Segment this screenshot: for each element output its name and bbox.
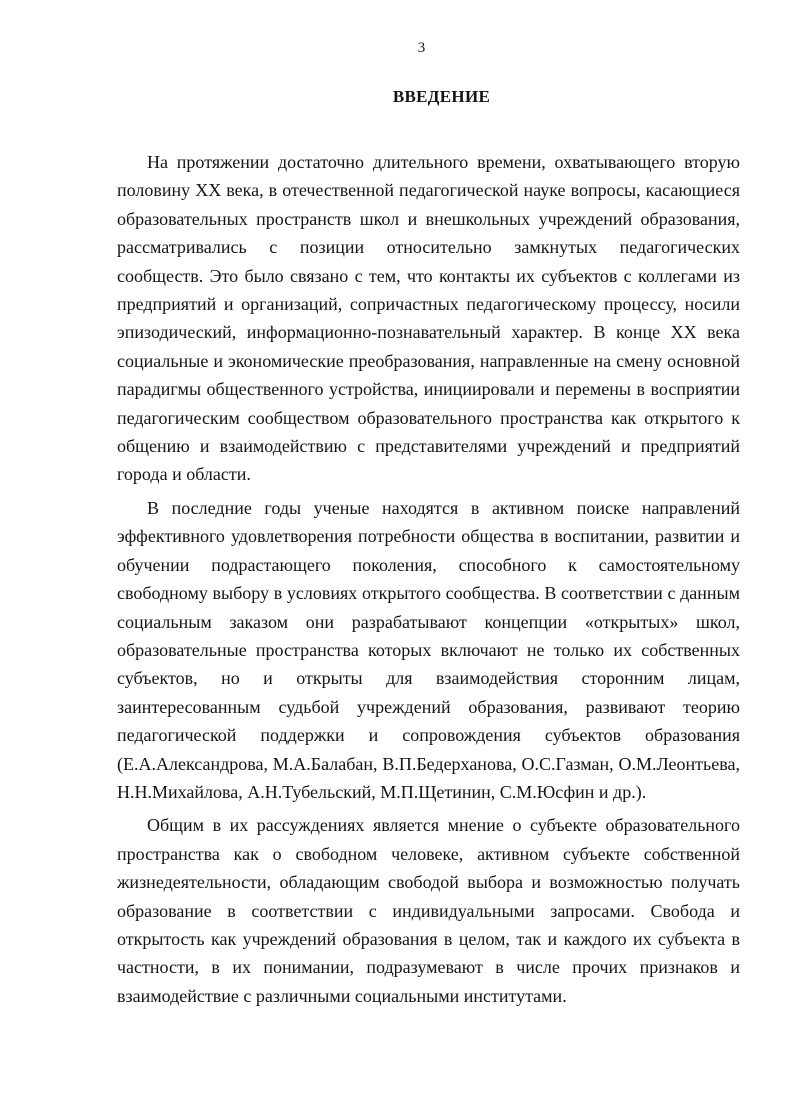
document-body (117, 148, 740, 1010)
page-number: 3 (417, 40, 426, 56)
page-title: ВВЕДЕНИЕ (392, 87, 491, 106)
paragraph: Общим в их рассуждениях является мнение о субъекте образовательного пространства как о свободном человеке, активном субъекте собственной жизнедеятельности, обладающим свободой выбора и возможностью получать образование в соответствии с индивидуальными запросами. Свобода и открытость как учреждений образования в целом, так и каждого их субъекта в частности, в их понимании, подразумевают в числе прочих признаков и взаимодействие с различными социальными институтами. (117, 815, 740, 1006)
paragraph: В последние годы ученые находятся в активном поиске направлений эффективного удовлетворения потребности общества в воспитании, развитии и обучении подрастающего поколения, способного к самостоятельному свободному выбору в условиях открытого сообщества. В соответствии с данным социальным заказом они разрабатывают концепции «открытых» школ, образовательные пространства которых включают не только их собственных субъектов, но и открыты для взаимодействия сторонним лицам, заинтересованным судьбой учреждений образования, развивают теорию педагогической поддержки и сопровождения субъектов образования (Е.А.Александрова, М.А.Балабан, В.П.Бедерханова, О.С.Газман, О.М.Леонтьева, Н.Н.Михайлова, А.Н.Тубельский, М.П.Щетинин, С.М.Юсфин и др.). (117, 497, 740, 802)
paragraph: На протяжении достаточно длительного времени, охватывающего вторую половину XX века, в отечественной педагогической науке вопросы, касающиеся образовательных пространств школ и внешкольных учреждений образования, рассматривались с позиции относительно замкнутых педагогических сообществ. Это было связано с тем, что контакты их субъектов с коллегами из предприятий и организаций, сопричастных педагогическому процессу, носили эпизодический, информационно-познавательный характер. В конце XX века социальные и экономические преобразования, направленные на смену основной парадигмы общественного устройства, инициировали и перемены в восприятии педагогическим сообществом образовательного пространства как открытого к общению и взаимодействию с представителями учреждений и предприятий города и области. (117, 152, 740, 485)
